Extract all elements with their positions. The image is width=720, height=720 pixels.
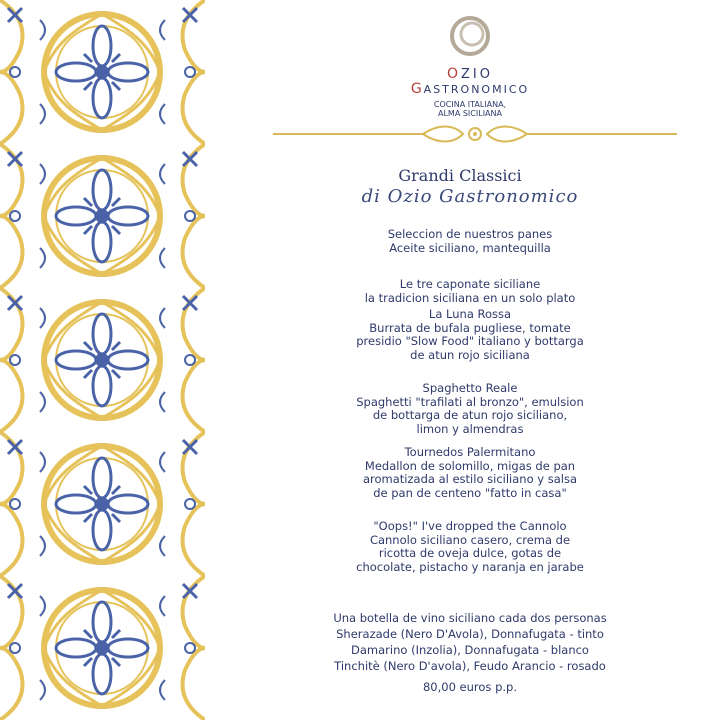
- course-line: La Luna Rossa: [428, 307, 512, 321]
- course-line: Cannolo siciliano casero, crema de: [369, 532, 571, 547]
- tagline-line-2: ALMA SICILIANA: [438, 109, 502, 118]
- course-line: Burrata de bufala pugliese, tomate: [369, 320, 571, 335]
- wine-line: Tinchitè (Nero D'avola), Feudo Arancio - rosado: [334, 659, 606, 673]
- course-line: de bottarga de atun rojo siciliano,: [372, 408, 568, 422]
- course-line: presidio "Slow Food" italiano y bottarga: [356, 334, 584, 348]
- course-bread: [280, 228, 660, 255]
- brand-name-rest: ZIO: [461, 67, 493, 82]
- wine-line: Damarino (Inzolia), Donnafugata - blanco: [351, 643, 589, 657]
- brand-line2-rest: ASTRONOMICO: [423, 83, 530, 96]
- menu-title: Grandi Classici: [398, 166, 522, 185]
- majolica-tile-border: [0, 0, 205, 720]
- menu-subtitle: di Ozio Gastronomico: [361, 186, 579, 207]
- course-line: Le tre caponate siciliane: [399, 277, 541, 291]
- wine-line: Sherazade (Nero D'Avola), Donnafugata - tinto: [336, 627, 604, 641]
- course-line: la tradicion siciliana en un solo plato: [364, 290, 576, 305]
- brand-name: [390, 66, 550, 82]
- course-spaghetto-reale: [280, 382, 660, 436]
- tagline-line-1: COCINA ITALIANA,: [433, 100, 507, 109]
- course-line: Seleccion de nuestros panes: [387, 227, 553, 241]
- course-line: ricotta de oveja dulce, gotas de: [378, 546, 562, 560]
- course-line: de pan de centeno "fatto in casa": [373, 485, 567, 500]
- course-line: limon y almendras: [416, 421, 524, 436]
- tile-pattern-graphic: [0, 0, 205, 720]
- brand-line2-initial: G: [410, 81, 424, 97]
- wine-line: Una botella de vino siciliano cada dos personas: [333, 611, 607, 625]
- course-cannolo: [280, 520, 660, 574]
- course-line: Spaghetti "trafilati al bronzo", emulsion: [356, 394, 584, 409]
- brand-logo-rings-icon: [449, 15, 491, 57]
- menu-price: 80,00 euros p.p.: [422, 680, 517, 694]
- course-line: aromatizada al estilo siciliano y salsa: [362, 472, 577, 486]
- course-luna-rossa: [280, 308, 660, 362]
- course-caponate: [280, 278, 660, 305]
- course-line: chocolate, pistacho y naranja en jarabe: [356, 559, 584, 574]
- course-line: "Oops!" I've dropped the Cannolo: [373, 519, 567, 533]
- brand-name-line2: [380, 81, 560, 97]
- ornamental-divider: [273, 124, 677, 144]
- course-line: Spaghetto Reale: [422, 381, 518, 395]
- course-tournedos: [280, 446, 660, 500]
- wine-pairing: [280, 610, 660, 674]
- brand-tagline: [390, 100, 550, 118]
- course-line: Tournedos Palermitano: [404, 445, 536, 459]
- brand-name-initial: O: [446, 66, 462, 82]
- course-line: de atun rojo siciliana: [410, 347, 530, 362]
- course-line: Medallon de solomillo, migas de pan: [364, 458, 576, 473]
- course-line: Aceite siciliano, mantequilla: [389, 240, 551, 255]
